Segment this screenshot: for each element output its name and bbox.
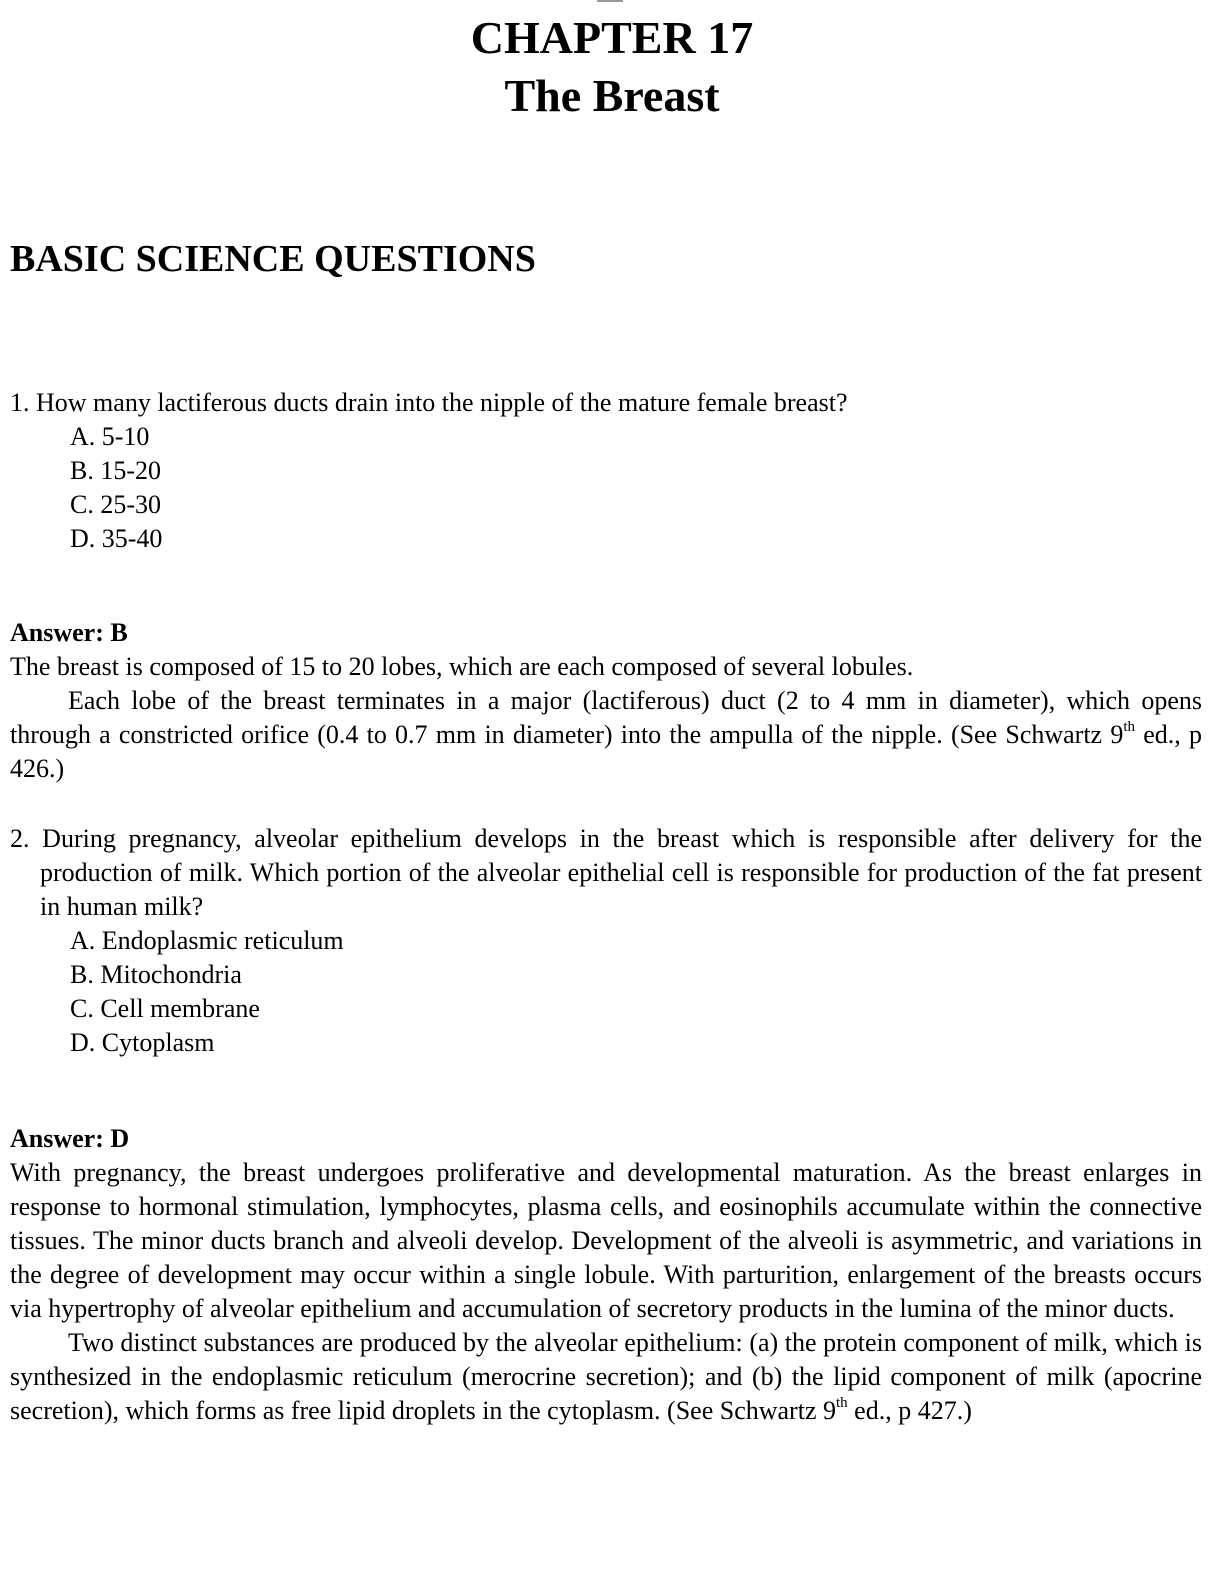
chapter-title: The Breast: [504, 70, 720, 121]
question-1-option-c: C. 25-30: [70, 490, 161, 519]
top-mark: [597, 0, 623, 2]
question-2-stem: 2. During pregnancy, alveolar epithelium develops in the breast which is responsible after delivery for the production of milk. Which portion of the alveolar epithelial cell is responsible for production of the fat present in human milk?: [10, 824, 1202, 921]
chapter-number: CHAPTER 17: [470, 12, 754, 63]
answer-2: [10, 1122, 1202, 1428]
question-2-option-d: D. Cytoplasm: [70, 1028, 215, 1057]
question-1-option-a: A. 5-10: [70, 422, 150, 451]
question-1-option-d: D. 35-40: [70, 524, 163, 553]
question-1-stem: 1. How many lactiferous ducts drain into the nipple of the mature female breast?: [10, 388, 848, 417]
answer-1-para-2: Each lobe of the breast terminates in a major (lactiferous) duct (2 to 4 mm in diameter), which opens through a constricted orifice (0.4 to 0.7 mm in diameter) into the ampulla of the nipple. (See Schwartz 9th ed., p 426.): [10, 686, 1202, 783]
answer-2-label: Answer: D: [10, 1124, 130, 1153]
question-2-option-b: B. Mitochondria: [70, 960, 242, 989]
question-2-option-a: A. Endoplasmic reticulum: [70, 926, 344, 955]
answer-2-para-2: Two distinct substances are produced by the alveolar epithelium: (a) the protein component of milk, which is synthesized in the endoplasmic reticulum (merocrine secretion); and (b) the lipid component of milk (apocrine secretion), which forms as free lipid droplets in the cytoplasm. (See Schwartz 9th ed., p 427.): [10, 1328, 1202, 1425]
answer-1: [10, 616, 1202, 786]
question-2: [10, 822, 1202, 1060]
question-2-option-c: C. Cell membrane: [70, 994, 260, 1023]
answer-1-para-1: The breast is composed of 15 to 20 lobes, which are each composed of several lobules.: [10, 652, 914, 681]
question-1: [10, 386, 1202, 556]
answer-1-label: Answer: B: [10, 618, 128, 647]
section-heading: BASIC SCIENCE QUESTIONS: [10, 238, 536, 280]
question-1-option-b: B. 15-20: [70, 456, 161, 485]
answer-2-para-1: With pregnancy, the breast undergoes proliferative and developmental maturation. As the breast enlarges in response to hormonal stimulation, lymphocytes, plasma cells, and eosinophils accumulate within the connective tissues. The minor ducts branch and alveoli develop. Development of the alveoli is asymmetric, and variations in the degree of development may occur within a single lobule. With parturition, enlargement of the breasts occurs via hypertrophy of alveolar epithelium and accumulation of secretory products in the lumina of the minor ducts.: [10, 1158, 1202, 1323]
